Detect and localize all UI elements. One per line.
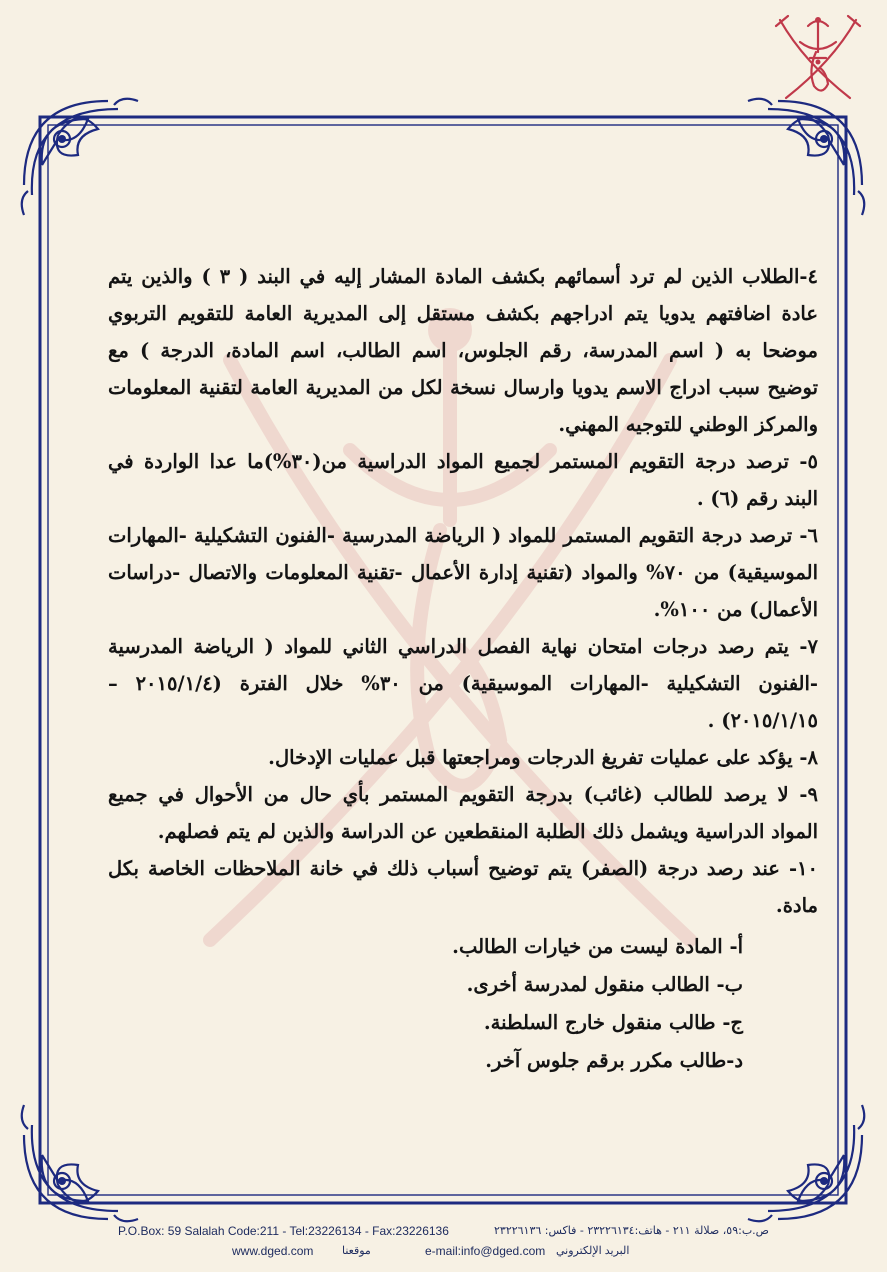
paragraph-item-6: ٦- ترصد درجة التقويم المستمر للمواد ( الرياضة المدرسية -الفنون التشكيلية -المهارات الموسيقية) من ٧٠% والمواد (تقنية إدارة الأعمال -تقنية المعلومات والاتصال -دراسات الأعمال) من ١٠٠%.: [108, 524, 818, 621]
zero-grade-reasons-list: [108, 928, 818, 1080]
list-item: أ- المادة ليست من خيارات الطالب.: [452, 935, 743, 958]
footer-website: www.dged.com: [232, 1244, 314, 1258]
paragraph-item-9: ٩- لا يرصد للطالب (غائب) بدرجة التقويم المستمر بأي حال من الأحوال في جميع المواد الدراسية ويشمل ذلك الطلبة المنقطعين عن الدراسة والذين لم يتم فصلهم.: [108, 783, 818, 843]
footer-email-label-ar: البريد الإلكتروني: [556, 1245, 630, 1257]
paragraph-item-7: ٧- يتم رصد درجات امتحان نهاية الفصل الدراسي الثاني للمواد ( الرياضة المدرسية -الفنون التشكيلية -المهارات الموسيقية) من ٣٠% خلال الفترة (٢٠١٥/١/٤ – ٢٠١٥/١/١٥) .: [108, 635, 819, 732]
list-item: ج- طالب منقول خارج السلطنة.: [483, 1011, 743, 1034]
list-item: ب- الطالب منقول لمدرسة أخرى.: [466, 973, 743, 996]
document-body: [108, 258, 818, 1080]
list-item: د-طالب مكرر برقم جلوس آخر.: [485, 1049, 743, 1072]
footer-address-en: P.O.Box: 59 Salalah Code:211 - Tel:23226134 - Fax:23226136: [118, 1224, 449, 1238]
paragraph-item-10: ١٠- عند رصد درجة (الصفر) يتم توضيح أسباب ذلك في خانة الملاحظات الخاصة بكل مادة.: [108, 857, 818, 917]
footer-website-label-ar: موقعنا: [342, 1245, 371, 1257]
paragraph-item-5: ٥- ترصد درجة التقويم المستمر لجميع المواد الدراسية من(٣٠%)ما عدا الواردة في البند رقم (٦) .: [108, 450, 818, 510]
footer-email: e-mail:info@dged.com: [425, 1244, 546, 1258]
oman-emblem-icon: [770, 12, 866, 104]
paragraph-item-8: ٨- يؤكد على عمليات تفريغ الدرجات ومراجعتها قبل عمليات الإدخال.: [268, 746, 818, 769]
paragraph-item-4: ٤-الطلاب الذين لم ترد أسمائهم بكشف المادة المشار إليه في البند ( ٣ ) والذين يتم عادة اضافتهم يدويا يتم ادراجهم بكشف مستقل إلى المديرية العامة للتقويم التربوي موضحا به ( اسم المدرسة، رقم الجلوس، اسم الطالب، اسم المادة، الدرجة ) مع توضيح سبب ادراج الاسم يدويا وارسال نسخة لكل من المديرية العامة لتقنية المعلومات والمركز الوطني للتوجيه المهني.: [108, 265, 818, 436]
footer-address-ar: ص.ب:٥٩، صلالة ٢١١ - هاتف:٢٣٢٢٦١٣٤ - فاكس: ٢٣٢٢٦١٣٦: [494, 1224, 769, 1237]
